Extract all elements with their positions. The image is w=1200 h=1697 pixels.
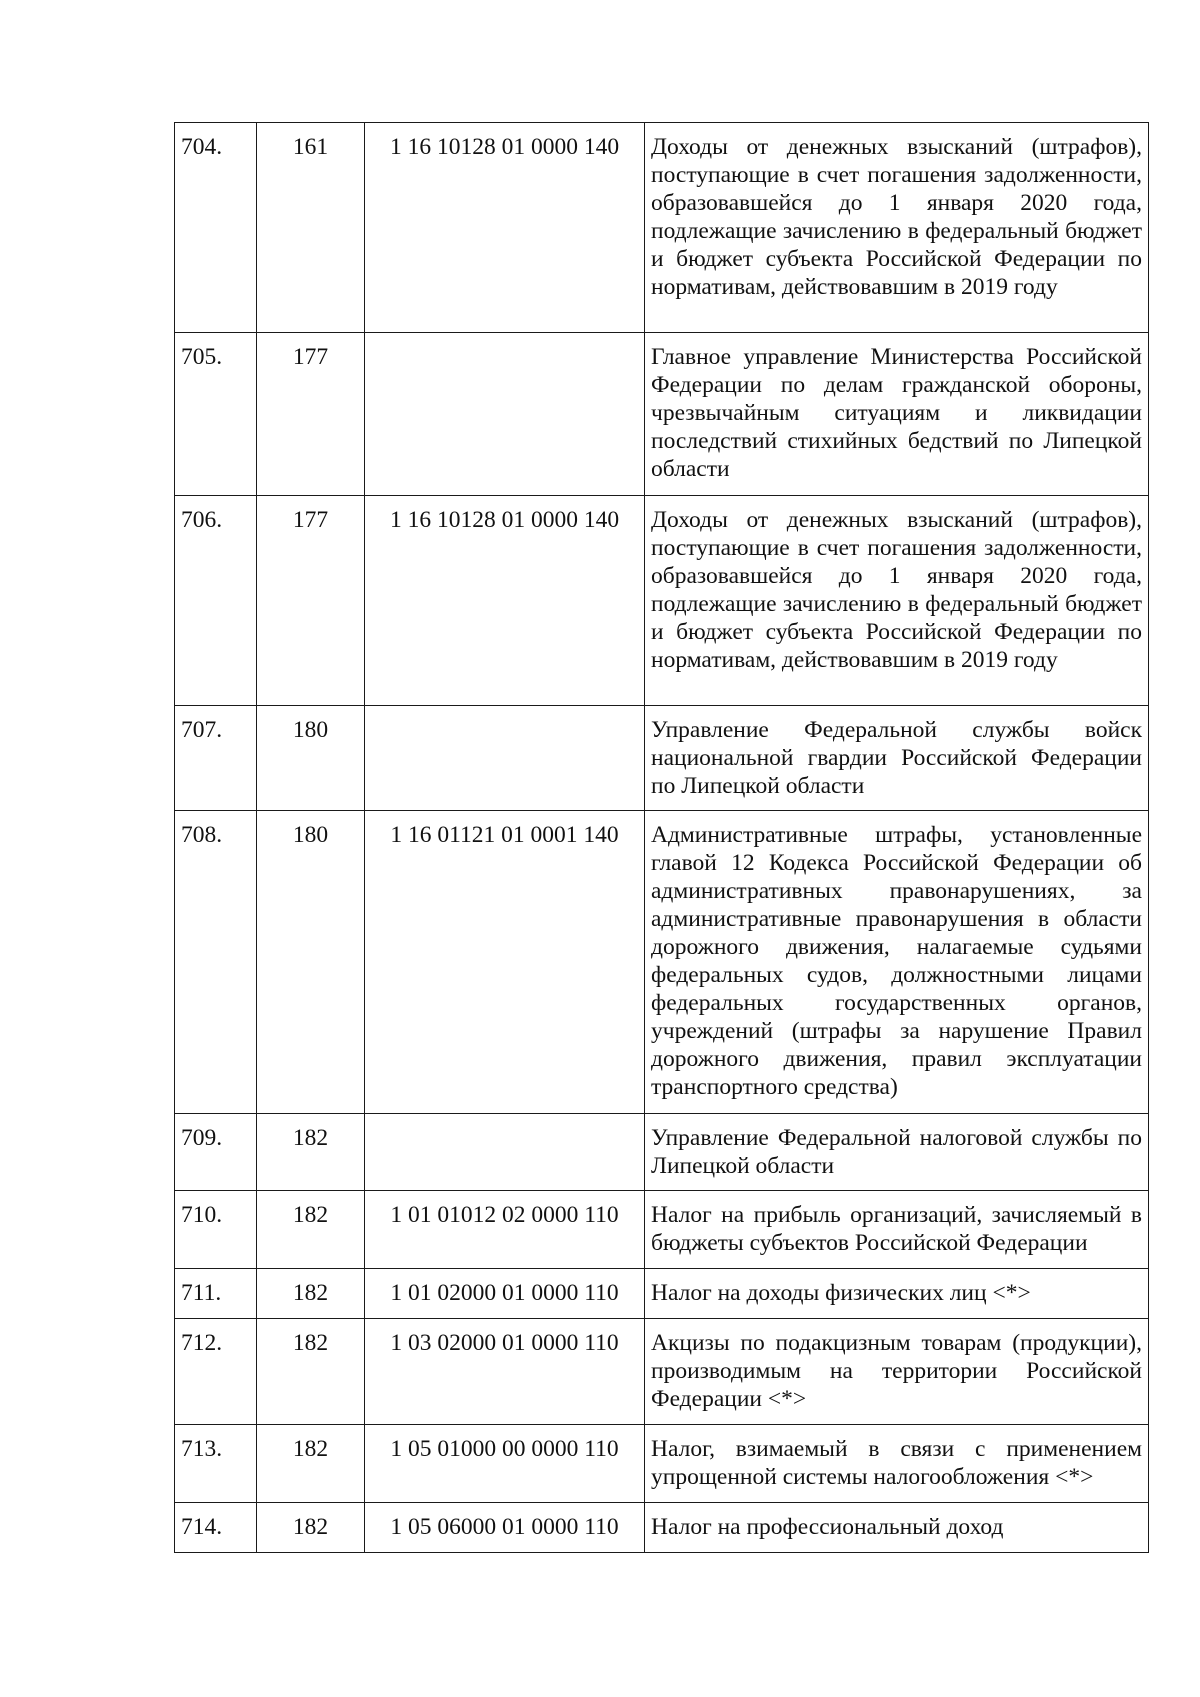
revenue-classification-table [174, 122, 1149, 1553]
revenue-name-cell: Налог на прибыль организаций, зачисляемый в бюджеты субъектов Российской Федерации [645, 1191, 1149, 1269]
revenue-name-cell: Доходы от денежных взысканий (штрафов), поступающие в счет погашения задолженности, образовавшейся до 1 января 2020 года, подлежащие зачислению в федеральный бюджет и бюджет субъекта Российской Федерации по нормативам, действовавшим в 2019 году [645, 123, 1149, 333]
administrator-code-cell: 182 [257, 1269, 365, 1319]
row-number-cell: 708. [175, 811, 257, 1114]
administrator-code-cell: 182 [257, 1425, 365, 1503]
table-row [175, 496, 1149, 706]
table-row [175, 333, 1149, 496]
row-number-cell: 707. [175, 706, 257, 811]
administrator-code-cell: 182 [257, 1319, 365, 1425]
budget-code-cell: 1 01 01012 02 0000 110 [365, 1191, 645, 1269]
budget-code-cell: 1 16 10128 01 0000 140 [365, 123, 645, 333]
budget-code-cell [365, 1114, 645, 1191]
row-number-cell: 712. [175, 1319, 257, 1425]
budget-code-cell: 1 01 02000 01 0000 110 [365, 1269, 645, 1319]
row-number-cell: 713. [175, 1425, 257, 1503]
table-row [175, 1191, 1149, 1269]
administrator-code-cell: 180 [257, 811, 365, 1114]
row-number-cell: 704. [175, 123, 257, 333]
row-number-cell: 709. [175, 1114, 257, 1191]
administrator-code-cell: 182 [257, 1114, 365, 1191]
budget-code-cell: 1 16 10128 01 0000 140 [365, 496, 645, 706]
budget-code-cell: 1 03 02000 01 0000 110 [365, 1319, 645, 1425]
table-row [175, 1114, 1149, 1191]
administrator-code-cell: 177 [257, 496, 365, 706]
administrator-code-cell: 180 [257, 706, 365, 811]
row-number-cell: 714. [175, 1503, 257, 1553]
revenue-name-cell: Доходы от денежных взысканий (штрафов), поступающие в счет погашения задолженности, образовавшейся до 1 января 2020 года, подлежащие зачислению в федеральный бюджет и бюджет субъекта Российской Федерации по нормативам, действовавшим в 2019 году [645, 496, 1149, 706]
table-row [175, 1269, 1149, 1319]
budget-code-cell [365, 706, 645, 811]
revenue-name-cell: Налог на профессиональный доход [645, 1503, 1149, 1553]
revenue-name-cell: Административные штрафы, установленные главой 12 Кодекса Российской Федерации об административных правонарушениях, за административные правонарушения в области дорожного движения, налагаемые судьями федеральных судов, должностными лицами федеральных государственных органов, учреждений (штрафы за нарушение Правил дорожного движения, правил эксплуатации транспортного средства) [645, 811, 1149, 1114]
administrator-code-cell: 161 [257, 123, 365, 333]
administrator-code-cell: 182 [257, 1503, 365, 1553]
administrator-code-cell: 182 [257, 1191, 365, 1269]
revenue-name-cell: Управление Федеральной службы войск национальной гвардии Российской Федерации по Липецкой области [645, 706, 1149, 811]
row-number-cell: 710. [175, 1191, 257, 1269]
row-number-cell: 706. [175, 496, 257, 706]
table-row [175, 1425, 1149, 1503]
table-row [175, 1319, 1149, 1425]
revenue-name-cell: Налог на доходы физических лиц <*> [645, 1269, 1149, 1319]
budget-code-cell [365, 333, 645, 496]
budget-code-cell: 1 05 01000 00 0000 110 [365, 1425, 645, 1503]
budget-code-cell: 1 16 01121 01 0001 140 [365, 811, 645, 1114]
row-number-cell: 705. [175, 333, 257, 496]
table-row [175, 811, 1149, 1114]
revenue-name-cell: Акцизы по подакцизным товарам (продукции), производимым на территории Российской Федерации <*> [645, 1319, 1149, 1425]
budget-code-cell: 1 05 06000 01 0000 110 [365, 1503, 645, 1553]
table-row [175, 706, 1149, 811]
revenue-name-cell: Управление Федеральной налоговой службы по Липецкой области [645, 1114, 1149, 1191]
revenue-name-cell: Главное управление Министерства Российской Федерации по делам гражданской обороны, чрезвычайным ситуациям и ликвидации последствий стихийных бедствий по Липецкой области [645, 333, 1149, 496]
row-number-cell: 711. [175, 1269, 257, 1319]
table-row [175, 123, 1149, 333]
table-row [175, 1503, 1149, 1553]
administrator-code-cell: 177 [257, 333, 365, 496]
revenue-name-cell: Налог, взимаемый в связи с применением упрощенной системы налогообложения <*> [645, 1425, 1149, 1503]
